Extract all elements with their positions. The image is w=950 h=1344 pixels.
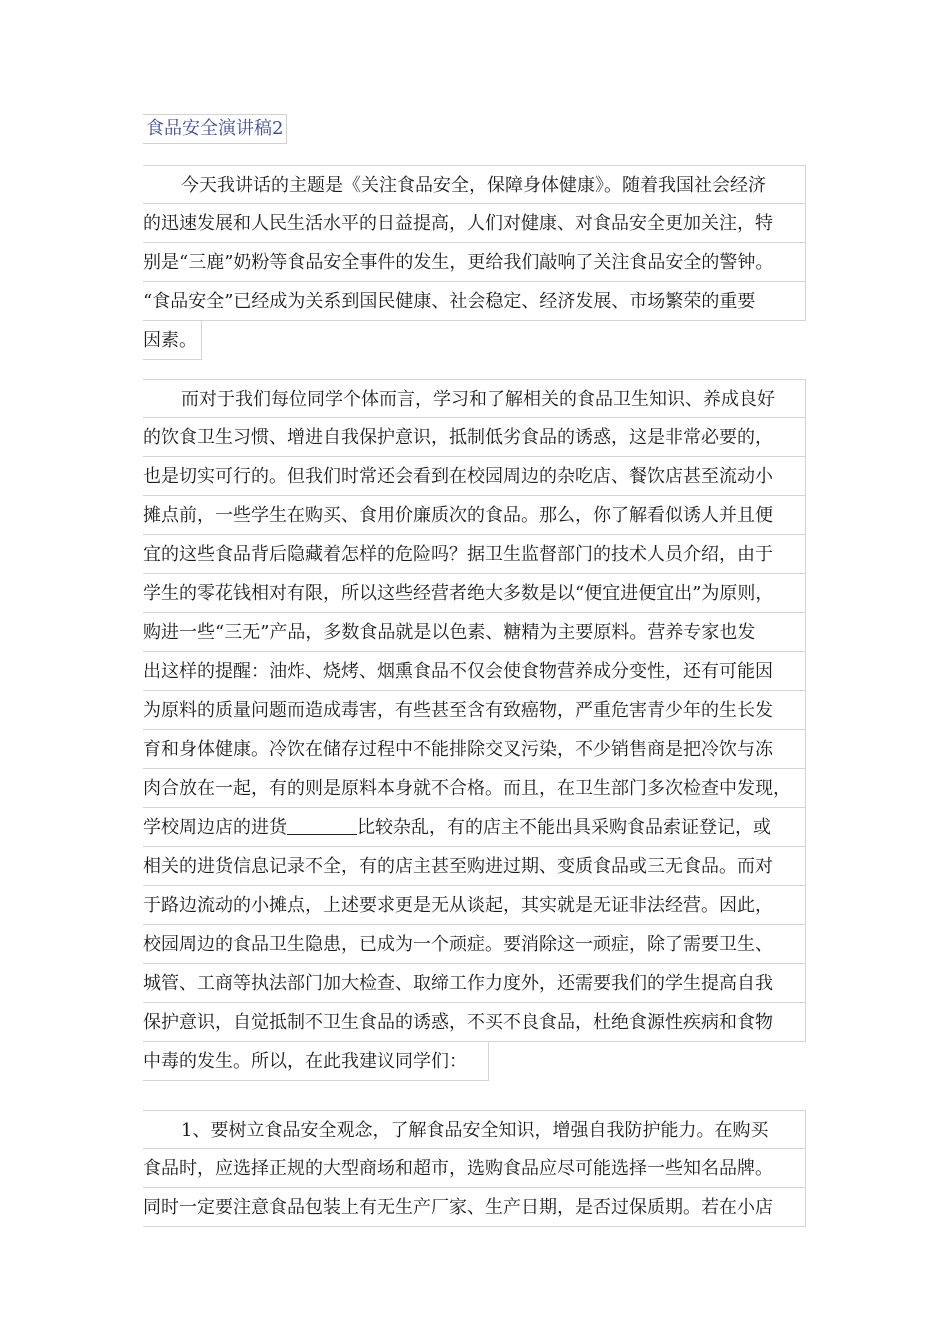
- paragraph-2-line-17: 保护意识，自觉抵制不卫生食品的诱惑，不买不良食品，杜绝食源性疾病和食物: [143, 1003, 806, 1042]
- paragraph-3-line-2: 食品时，应选择正规的大型商场和超市，选购食品应尽可能选择一些知名品牌。: [143, 1149, 806, 1188]
- paragraph-2-line-7: 购进一些“三无”产品，多数食品就是以色素、糖精为主要原料。营养专家也发: [143, 613, 806, 652]
- paragraph-1-line-4: “食品安全”已经成为关系到国民健康、社会稳定、经济发展、市场繁荣的重要: [143, 282, 806, 321]
- paragraph-2-line-3: 也是切实可行的。但我们时常还会看到在校园周边的杂吃店、餐饮店甚至流动小: [143, 457, 806, 496]
- paragraph-2-line-11: 肉合放在一起，有的则是原料本身就不合格。而且，在卫生部门多次检查中发现，: [143, 769, 806, 808]
- paragraph-2-line-6: 学生的零花钱相对有限，所以这些经营者绝大多数是以“便宜进便宜出”为原则，: [143, 574, 806, 613]
- paragraph-2-line-16: 城管、工商等执法部门加大检查、取缔工作力度外，还需要我们的学生提高自我: [143, 964, 806, 1003]
- fill-in-blank: [287, 814, 357, 835]
- line-text-before-blank: 学校周边店的进货: [143, 817, 287, 838]
- paragraph-2-line-15: 校园周边的食品卫生隐患，已成为一个顽症。要消除这一顽症，除了需要卫生、: [143, 925, 806, 964]
- paragraph-2-line-10: 育和身体健康。冷饮在储存过程中不能排除交叉污染，不少销售商是把冷饮与冻: [143, 730, 806, 769]
- paragraph-2-line-9: 为原料的质量问题而造成毒害，有些甚至含有致癌物，严重危害青少年的生长发: [143, 691, 806, 730]
- paragraph-2-line-2: 的饮食卫生习惯、增进自我保护意识，抵制低劣食品的诱惑，这是非常必要的，: [143, 418, 806, 457]
- document-title: 食品安全演讲稿2: [143, 114, 287, 144]
- paragraph-3-line-1: 1、要树立食品安全观念，了解食品安全知识，增强自我防护能力。在购买: [143, 1110, 806, 1149]
- paragraph-2-line-13: 相关的进货信息记录不全，有的店主甚至购进过期、变质食品或三无食品。而对: [143, 847, 806, 886]
- paragraph-2-line-12: [143, 808, 806, 847]
- paragraph-2-line-5: 宜的这些食品背后隐藏着怎样的危险吗？据卫生监督部门的技术人员介绍，由于: [143, 535, 806, 574]
- paragraph-1-line-5: 因素。: [143, 321, 202, 360]
- paragraph-1-line-1: 今天我讲话的主题是《关注食品安全，保障身体健康》。随着我国社会经济: [143, 165, 806, 204]
- paragraph-1-line-3: 别是“三鹿”奶粉等食品安全事件的发生，更给我们敲响了关注食品安全的警钟。: [143, 243, 806, 282]
- paragraph-2-line-4: 摊点前，一些学生在购买、食用价廉质次的食品。那么，你了解看似诱人并且便: [143, 496, 806, 535]
- paragraph-2-line-1: 而对于我们每位同学个体而言，学习和了解相关的食品卫生知识、养成良好: [143, 379, 806, 418]
- paragraph-1-line-2: 的迅速发展和人民生活水平的日益提高，人们对健康、对食品安全更加关注，特: [143, 204, 806, 243]
- line-text-after-blank: 比较杂乱，有的店主不能出具采购食品索证登记，或: [357, 817, 771, 838]
- paragraph-2-line-18: 中毒的发生。所以，在此我建议同学们：: [143, 1042, 489, 1081]
- paragraph-2-line-8: 出这样的提醒：油炸、烧烤、烟熏食品不仅会使食物营养成分变性，还有可能因: [143, 652, 806, 691]
- paragraph-2-line-14: 于路边流动的小摊点，上述要求更是无从谈起，其实就是无证非法经营。因此，: [143, 886, 806, 925]
- paragraph-3-line-3: 同时一定要注意食品包装上有无生产厂家、生产日期，是否过保质期。若在小店: [143, 1188, 806, 1227]
